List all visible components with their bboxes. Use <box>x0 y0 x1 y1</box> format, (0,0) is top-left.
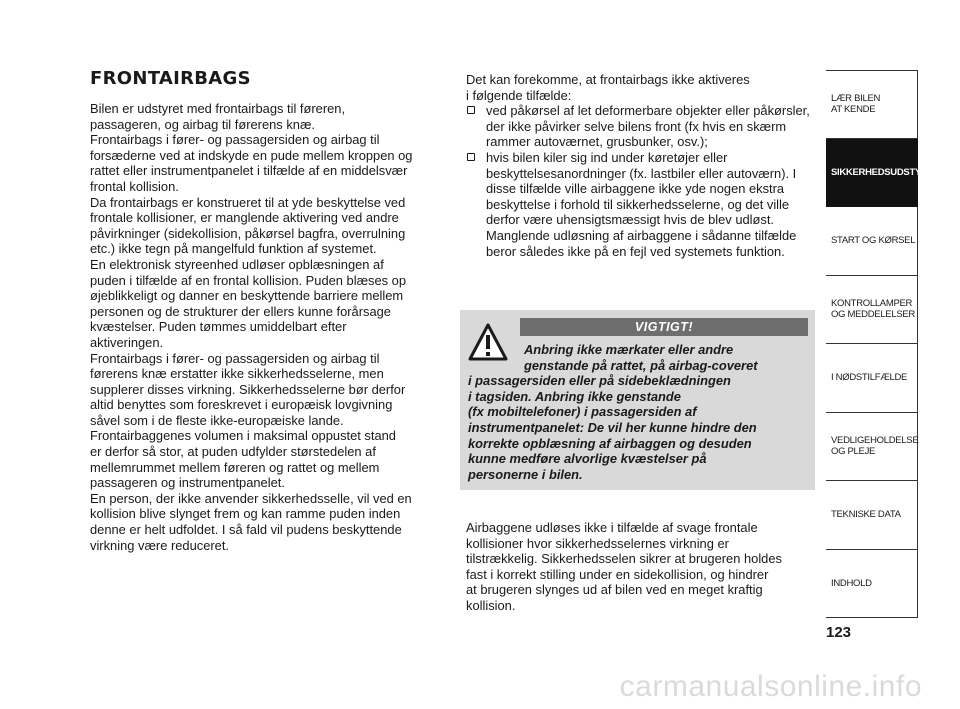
tab-label: INDHOLD <box>831 577 872 589</box>
tab-indhold[interactable] <box>826 550 918 619</box>
section-title: FRONTAIRBAGS <box>90 68 251 89</box>
tab-nodstilfaelde[interactable] <box>826 344 918 413</box>
list-item-text: ved påkørsel af let deformerbare objekter eller påkørsler, der ikke påvirker selve bilens front (fx hvis en skærm rammer autoværnet, grusbunker, osv.); <box>486 103 810 150</box>
tab-label: VEDLIGEHOLDELSE OG PLEJE <box>831 435 919 458</box>
outro-text: Airbaggene udløses ikke i tilfælde af svage frontale kollisioner hvor sikkerhedsselernes virkning er tilstrækkelig. Sikkerhedsselen sikrer at brugeren holdes fast i korrekt stilling under en sidekollision, og hindrer at brugeren slynges ud af bilen ved en meget kraftig kollision. <box>466 520 782 613</box>
tab-vedligeholdelse[interactable] <box>826 413 918 482</box>
tab-label: KONTROLLAMPER OG MEDDELELSER <box>831 298 915 321</box>
tab-label: START OG KØRSEL <box>831 235 916 247</box>
checkbox-bullet-icon <box>467 106 475 114</box>
intro-text: Det kan forekomme, at frontairbags ikke aktiveres i følgende tilfælde: <box>466 72 750 103</box>
tab-label: SIKKERHEDSUDSTYR <box>831 166 928 178</box>
chapter-tabs <box>826 70 928 618</box>
tab-label: I NØDSTILFÆLDE <box>831 372 908 384</box>
section-body: Bilen er udstyret med frontairbags til føreren, passageren, og airbag til førerens knæ. Frontairbags i fører- og passagersiden og airbag til forsæderne ved at indskyde en pude mellem kroppen og rattet eller instrumentpanelet i tilfælde af en middelsvær frontal kollision. Da frontairbags er konstrueret til at yde beskyttelse ved frontale kollisioner, er manglende aktivering ved andre påvirkninger (sidekollision, påkørsel bagfra, overrulning etc.) ikke tegn på mangelfuld funktion af systemet. En elektronisk styreenhed udløser opblæsningen af puden i tilfælde af en frontal kollision. Puden blæses op øjeblikkeligt og danner en beskyttende barriere mellem personen og de strukturer der ellers kunne forårsage kvæstelser. Puden tømmes umiddelbart efter aktiveringen. Frontairbags i fører- og passagersiden og airbag til førerens knæ erstatter ikke sikkerhedsselerne, men supplerer disses virkning. Sikkerhedsselerne bør derfor altid benyttes som foreskrevet i europæisk lovgivning såvel som i de fleste ikke-europæiske lande. Frontairbaggenes volumen i maksimal oppustet stand er derfor så stor, at puden udfylder størstedelen af mellemrummet mellem føreren og rattet og mellem passageren og instrumentpanelet. En person, der ikke anvender sikkerhedsselle, vil ved en kollision blive slynget frem og kan ramme puden inden denne er helt udfoldet. I så fald vil pudens beskyttende virkning være reduceret. <box>90 101 413 553</box>
checkbox-bullet-icon <box>467 153 475 161</box>
tab-tekniske-data[interactable] <box>826 481 918 550</box>
tab-sikkerhedsudstyr[interactable] <box>826 139 928 208</box>
bullet-list <box>466 103 816 259</box>
warning-box <box>460 310 815 490</box>
list-item-text: hvis bilen kiler sig ind under køretøjer eller beskyttelsesanordninger (fx. lastbiler eller autoværn). I disse tilfælde ville airbaggene ikke yde nogen ekstra beskyttelse i forhold til sikkerhedsselerne, og det ville derfor være uhensigtsmæssigt hvis de blev udløst. Manglende udløsning af airbaggene i sådanne tilfælde beror således ikke på en fejl ved systemets funktion. <box>486 149 797 259</box>
warning-text-first: Anbring ikke mærkater eller andre genstande på rattet, på airbag-coveret <box>524 342 758 373</box>
right-column <box>466 72 816 259</box>
warning-text-rest: i passagersiden eller på sidebeklædningen i tagsiden. Anbring ikke genstande (fx mobiltelefoner) i passagersiden af instrumentpanelet: De vil her kunne hindre den korrekte opblæsning af airbaggen og desuden kunne medføre alvorlige kvæstelser på personerne i bilen. <box>468 373 757 482</box>
left-column <box>90 68 435 553</box>
watermark <box>0 664 960 709</box>
warning-header: VIGTIGT! <box>520 318 808 336</box>
page-number: 123 <box>826 624 852 641</box>
watermark-text: carmanualsonline.info <box>619 669 922 703</box>
list-item <box>466 150 816 259</box>
tab-label: TEKNISKE DATA <box>831 509 901 521</box>
tab-start-og-korsel[interactable] <box>826 207 918 276</box>
tab-label: LÆR BILEN AT KENDE <box>831 93 881 116</box>
list-item <box>466 103 816 150</box>
warning-text <box>468 342 808 482</box>
tab-laer-bilen[interactable] <box>826 70 918 139</box>
tab-kontrollamper[interactable] <box>826 276 918 345</box>
